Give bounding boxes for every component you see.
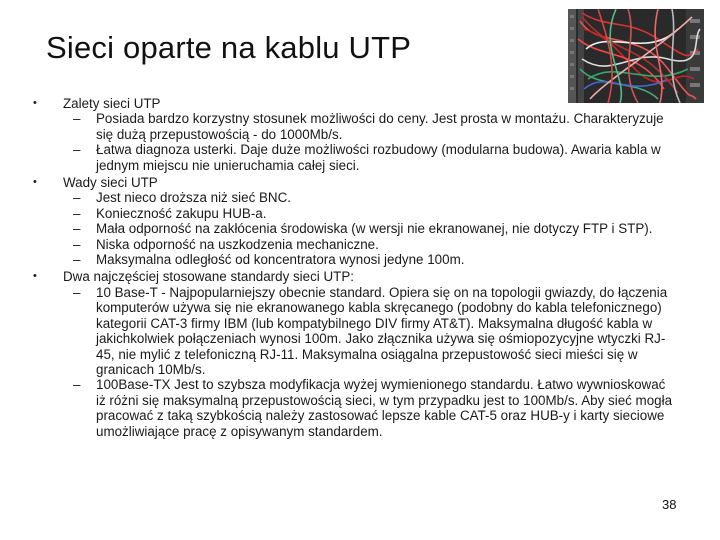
list-item-text: Mała odporność na zakłócenia środowiska (w wersji nie ekranowanej, nie dotyczy FTP i STP). — [96, 221, 653, 237]
slide-content — [0, 96, 720, 439]
section-heading — [0, 175, 703, 190]
list-item — [0, 142, 676, 173]
list-item — [0, 377, 676, 439]
section-heading-text: Zalety sieci UTP — [63, 96, 161, 111]
list-item — [0, 221, 676, 236]
list-item — [0, 190, 676, 205]
list-item — [0, 252, 676, 267]
list-item — [0, 206, 676, 221]
list-item-text: Jest nieco droższa niż sieć BNC. — [96, 190, 291, 206]
cable-photo-illustration — [568, 9, 704, 103]
list-item-text: Maksymalna odległość od koncentratora wynosi jedyne 100m. — [96, 252, 465, 268]
dash-marker: – — [73, 377, 81, 393]
list-item-text: Posiada bardzo korzystny stosunek możliwości do ceny. Jest prosta w montażu. Charakteryzuje się dużą przepustowością - do 1000Mb/s. — [96, 111, 664, 142]
dash-marker: – — [73, 111, 81, 127]
page-number: 38 — [662, 497, 677, 512]
dash-marker: – — [73, 284, 81, 300]
list-item-text: 100Base-TX Jest to szybsza modyfikacja wyżej wymienionego standardu. Łatwo wywnioskować iż różni się maksymalną przepustowością sieci, w tym przypadku jest to 100Mb/s. Aby sieć mogła pracować z taką szybkością należy zastosować lepsze kable CAT-5 oraz HUB-y i karty sieciowe umożliwiające pracę z opisywanym standardem. — [96, 377, 673, 439]
dash-marker: – — [73, 221, 81, 237]
list-item — [0, 237, 676, 252]
dash-marker: – — [73, 142, 81, 158]
list-item — [0, 111, 676, 142]
list-item — [0, 285, 676, 377]
list-item-text: 10 Base-T - Najpopularniejszy obecnie standard. Opiera się on na topologii gwiazdy, do łączenia komputerów używa się nie ekranowanego kabla skręcanego (podobny do kabla telefonicznego) kategorii CAT-3 firmy IBM (lub kompatybilnego DIV firmy AT&T). Maksymalna długość kabla w jakichkolwiek połączeniach wynosi 100m. Jako złącznika używa się ośmiopozycyjne wtyczki RJ-45, nie mylić z telefoniczną RJ-11. Maksymalna osiągalna przepustowość sieci mieści się w granicach 10Mb/s. — [96, 284, 668, 377]
dash-marker: – — [73, 236, 81, 252]
section-heading — [0, 269, 703, 284]
dash-marker: – — [73, 252, 81, 268]
section-heading — [0, 96, 703, 111]
bullet-marker: • — [33, 270, 37, 283]
slide-title: Sieci oparte na kablu UTP — [46, 30, 412, 65]
section-heading-text: Dwa najczęściej stosowane standardy sieci UTP: — [63, 269, 354, 285]
list-item-text: Konieczność zakupu HUB-a. — [96, 205, 267, 221]
section-heading-text: Wady sieci UTP — [63, 175, 158, 191]
bullet-marker: • — [33, 97, 37, 109]
list-item-text: Niska odporność na uszkodzenia mechaniczne. — [96, 236, 379, 252]
dash-marker: – — [73, 205, 81, 221]
bullet-marker: • — [33, 176, 37, 189]
dash-marker: – — [73, 190, 81, 206]
cable-patch-panel-photo — [568, 9, 704, 103]
list-item-text: Łatwa diagnoza usterki. Daje duże możliwości rozbudowy (modularna budowa). Awaria kabla w jednym miejscu nie unieruchamia całej sieci. — [96, 142, 661, 173]
